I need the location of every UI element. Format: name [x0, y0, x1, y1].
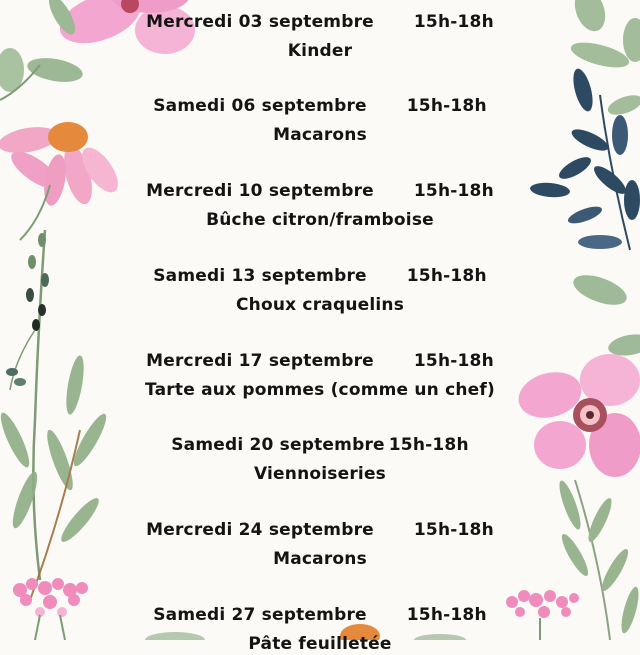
- entry-title: Macarons: [273, 125, 367, 145]
- schedule-entry: [0, 434, 640, 485]
- entry-time: 15h-18h: [413, 520, 494, 540]
- entry-title: Macarons: [273, 549, 367, 569]
- entry-time: 15h-18h: [406, 96, 487, 116]
- entry-date: Mercredi 10 septembre: [146, 181, 374, 201]
- entry-date: Mercredi 03 septembre: [146, 12, 374, 32]
- entry-time: 15h-18h: [406, 605, 487, 625]
- schedule-entry: [0, 519, 640, 570]
- entry-date: Samedi 13 septembre: [153, 266, 367, 286]
- entry-title: Kinder: [287, 41, 353, 61]
- schedule-entry: [0, 350, 640, 401]
- entry-time: 15h-18h: [413, 181, 494, 201]
- entry-title: Choux craquelins: [235, 295, 405, 315]
- entry-time: 15h-18h: [413, 351, 494, 371]
- entry-title: Bûche citron/framboise: [206, 210, 434, 230]
- entry-date: Samedi 27 septembre: [153, 605, 367, 625]
- entry-time: 15h-18h: [406, 266, 487, 286]
- schedule-entry: [0, 265, 640, 316]
- entry-title: Viennoiseries: [253, 464, 387, 484]
- entry-time: 15h-18h: [413, 12, 494, 32]
- schedule-entry: [0, 604, 640, 655]
- entry-date: Samedi 20 septembre: [171, 435, 385, 455]
- schedule-entry: [0, 95, 640, 146]
- schedule-entry: [0, 180, 640, 231]
- schedule-entry: [0, 11, 640, 62]
- entry-date: Samedi 06 septembre: [153, 96, 367, 116]
- entry-title: Tarte aux pommes (comme un chef): [145, 380, 495, 400]
- entry-title: Pâte feuilletée: [248, 634, 392, 654]
- entry-date: Mercredi 24 septembre: [146, 520, 374, 540]
- entry-date: Mercredi 17 septembre: [146, 351, 374, 371]
- entry-time: 15h-18h: [388, 435, 469, 455]
